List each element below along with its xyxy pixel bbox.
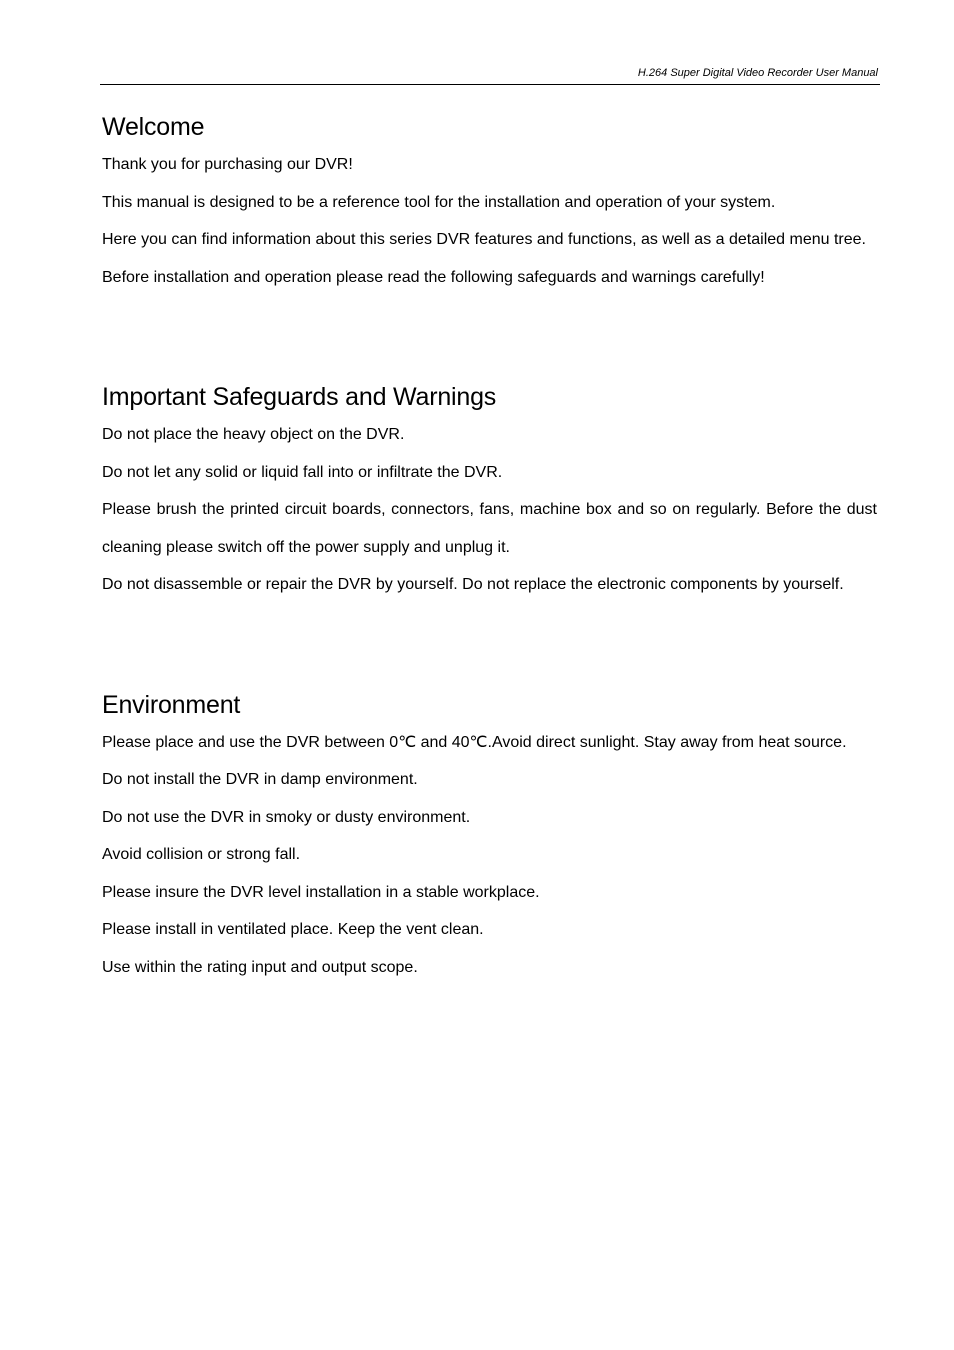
paragraph: Use within the rating input and output scope.	[102, 958, 418, 976]
paragraph: This manual is designed to be a reference tool for the installation and operation of your system.	[102, 193, 776, 211]
paragraph: Please brush the printed circuit boards, connectors, fans, machine box and so on regularly. Before the dust cleaning please switch off the power supply and unplug it.	[102, 501, 877, 556]
section-heading-welcome: Welcome	[102, 113, 205, 141]
paragraph: Do not disassemble or repair the DVR by yourself. Do not replace the electronic components by yourself.	[102, 576, 844, 593]
paragraph: Avoid collision or strong fall.	[102, 846, 301, 863]
paragraph: Please insure the DVR level installation in a stable workplace.	[102, 883, 540, 901]
paragraph: Please install in ventilated place. Keep the vent clean.	[102, 921, 484, 938]
paragraph: Here you can find information about this series DVR features and functions, as well as a detailed menu tree.	[102, 231, 866, 248]
paragraph: Thank you for purchasing our DVR!	[102, 156, 353, 173]
running-header	[100, 66, 880, 85]
section-heading-environment: Environment	[102, 690, 241, 719]
section-environment	[102, 686, 877, 987]
paragraph: Do not let any solid or liquid fall into or infiltrate the DVR.	[102, 463, 503, 481]
section-spacer	[102, 296, 877, 378]
section-welcome	[102, 108, 877, 296]
paragraph: Please place and use the DVR between 0℃ and 40℃.Avoid direct sunlight. Stay away from heat source.	[102, 733, 847, 751]
paragraph: Do not place the heavy object on the DVR.	[102, 426, 405, 443]
section-safeguards	[102, 378, 877, 604]
page-content	[102, 108, 877, 986]
paragraph: Before installation and operation please read the following safeguards and warnings carefully!	[102, 268, 765, 286]
section-spacer	[102, 604, 877, 686]
paragraph: Do not use the DVR in smoky or dusty environment.	[102, 808, 471, 826]
running-header-title: H.264 Super Digital Video Recorder User Manual	[637, 67, 878, 79]
paragraph: Do not install the DVR in damp environment.	[102, 771, 418, 788]
section-heading-safeguards: Important Safeguards and Warnings	[102, 383, 497, 411]
